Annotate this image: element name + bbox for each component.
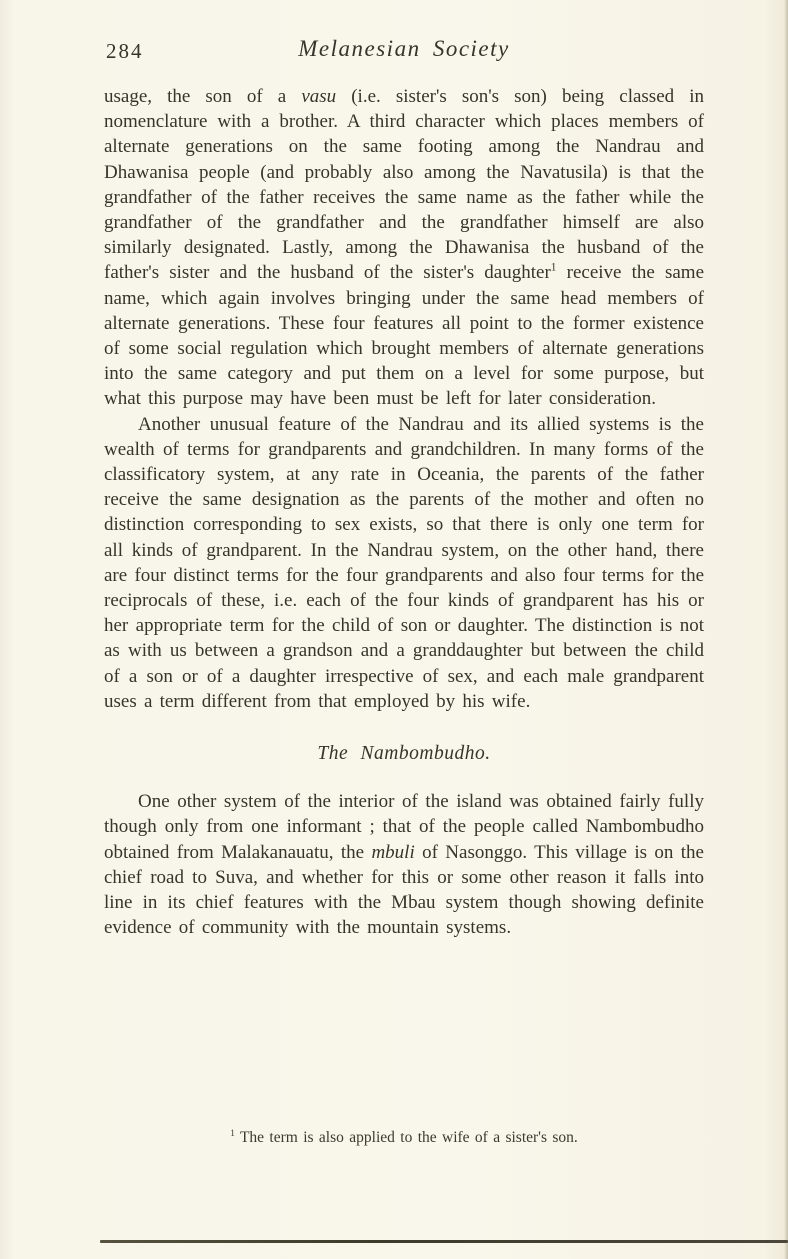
text-run: receive the same name, which again involves bringing under the same head members of alternate generations. These four features all point to the former existence of some social regulation which brought members of alternate generations into the same category and put them on a level for some purpose, but what this purpose may have been must be left for later consideration. (104, 262, 704, 410)
section-heading (104, 741, 704, 766)
bottom-rule (100, 1240, 788, 1243)
italic-text: The Nambombudho. (317, 743, 491, 765)
italic-text: mbuli (371, 841, 415, 863)
paragraph (104, 84, 704, 412)
text-run: usage, the son of a (104, 86, 302, 107)
text-run: of Nasonggo. This village is on the chief road to Suva, and whether for this or some other reason it falls into line in its chief features with the Mbau system though showing definite evidence of community with the mountain systems. (104, 841, 704, 939)
text-run: (i.e. sister's son's son) being classed in nomenclature with a brother. A third character which places members of alternate generations on the same footing among the Nandrau and Dhawanisa people (and probably also among the Navatusila) is that the grandfather of the father receives the same name as the father while the grandfather of the grandfather and the grandfather himself are also similarly designated. Lastly, among the Dhawanisa the husband of the father's sister and the husband of the sister's daughter (104, 86, 704, 284)
body-text (104, 84, 704, 941)
running-title: Melanesian Society (298, 36, 510, 61)
text-run: Another unusual feature of the Nandrau and its allied systems is the wealth of terms for grandparents and grandchildren. In many forms of the classificatory system, at any rate in Oceania, the parents of the father receive the same designation as the parents of the mother and often no distinction corresponding to sex exists, so that there is only one term for all kinds of grandparent. In the Nandrau system, on the other hand, there are four distinct terms for the four grandparents and also four terms for the reciprocals of these, i.e. each of the four kinds of grandparent has his or her appropriate term for the child of son or daughter. The distinction is not as with us between a grandson and a granddaughter but between the child of a son or of a daughter irrespective of sex, and each male grandparent uses a term different from that employed by his wife. (104, 413, 704, 712)
italic-text: vasu (301, 86, 337, 107)
text-run: One other system of the interior of the island was obtained fairly fully though only from one informant ; that of the people called Nambombudho obtained from Malakanauatu, the (104, 791, 704, 863)
page-edge-shadow (784, 0, 788, 1259)
paragraph (104, 789, 704, 940)
footnote (104, 1128, 704, 1148)
running-head (104, 36, 704, 68)
text-run: The term is also applied to the wife of a sister's son. (234, 1129, 578, 1146)
footnote-reference: 1 (230, 1128, 235, 1139)
page-number: 284 (106, 39, 144, 63)
paragraph (104, 412, 704, 714)
footnote-reference: 1 (550, 262, 557, 275)
